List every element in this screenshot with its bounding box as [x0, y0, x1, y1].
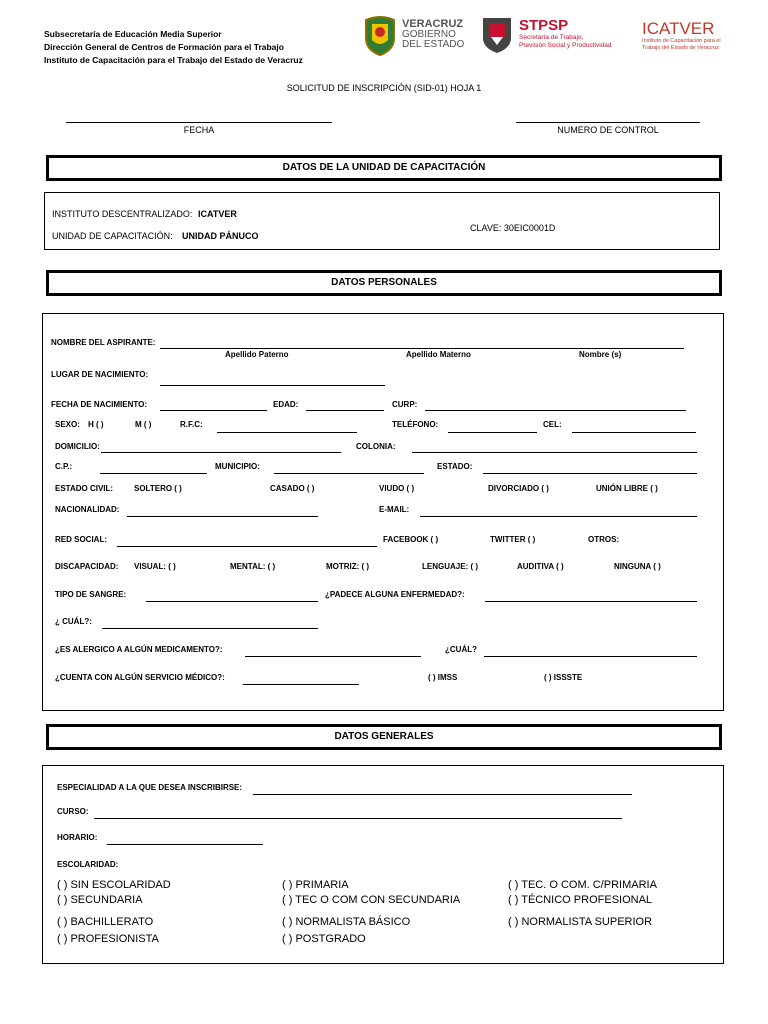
escolaridad-tec-primaria-option[interactable]: ( ) TEC. O COM. C/PRIMARIA: [508, 879, 657, 891]
enfermedad-line[interactable]: [485, 601, 697, 602]
fecha-label: FECHA: [183, 125, 215, 135]
escolaridad-secundaria-option[interactable]: ( ) SECUNDARIA: [57, 894, 143, 906]
servicio-line[interactable]: [243, 684, 359, 685]
horario-label: HORARIO:: [57, 833, 98, 842]
twitter-option[interactable]: TWITTER ( ): [490, 535, 536, 544]
sexo-h-option[interactable]: H ( ): [88, 420, 104, 429]
cel-line[interactable]: [572, 432, 696, 433]
escolaridad-label: ESCOLARIDAD:: [57, 860, 119, 869]
fecha-nac-label: FECHA DE NACIMIENTO:: [51, 400, 147, 409]
sangre-line[interactable]: [146, 601, 318, 602]
telefono-line[interactable]: [448, 432, 537, 433]
edad-label: EDAD:: [273, 400, 299, 409]
colonia-label: COLONIA:: [356, 442, 396, 451]
escolaridad-profesionista-option[interactable]: ( ) PROFESIONISTA: [57, 933, 159, 945]
veracruz-sub1: GOBIERNO: [402, 29, 456, 40]
municipio-label: MUNICIPIO:: [215, 462, 260, 471]
email-line[interactable]: [420, 516, 697, 517]
escolaridad-bachillerato-option[interactable]: ( ) BACHILLERATO: [57, 916, 154, 928]
visual-option[interactable]: VISUAL: ( ): [134, 562, 176, 571]
rfc-label: R.F.C:: [180, 420, 203, 429]
enfermedad-label: ¿PADECE ALGUNA ENFERMEDAD?:: [325, 590, 465, 599]
viudo-option[interactable]: VIUDO ( ): [379, 484, 415, 493]
estado-line[interactable]: [483, 473, 697, 474]
nacionalidad-line[interactable]: [127, 516, 318, 517]
nombre-label: NOMBRE DEL ASPIRANTE:: [51, 338, 156, 347]
stpsp-sub2: Previsión Social y Productividad: [519, 42, 612, 49]
nombre-line[interactable]: [160, 348, 684, 349]
domicilio-line[interactable]: [101, 452, 341, 453]
escolaridad-tec-secundaria-option[interactable]: ( ) TEC O COM CON SECUNDARIA: [282, 894, 461, 906]
ap-paterno-label: Apellido Paterno: [225, 350, 289, 359]
stpsp-name: STPSP: [519, 17, 569, 34]
unidad-box: [44, 192, 720, 250]
section-generales-header: DATOS GENERALES: [46, 724, 722, 750]
veracruz-name: VERACRUZ: [402, 18, 464, 30]
curso-line[interactable]: [94, 818, 622, 819]
estado-label: ESTADO:: [437, 462, 473, 471]
instituto-value: ICATVER: [198, 209, 237, 219]
red-social-line[interactable]: [117, 546, 377, 547]
ninguna-option[interactable]: NINGUNA ( ): [614, 562, 661, 571]
cel-label: CEL:: [543, 420, 562, 429]
instituto-label: INSTITUTO DESCENTRALIZADO:: [52, 209, 193, 219]
section-personales-header: DATOS PERSONALES: [46, 270, 722, 296]
fecha-nac-line[interactable]: [160, 410, 267, 411]
ap-materno-label: Apellido Materno: [406, 350, 471, 359]
header-line-1: Subsecretaría de Educación Media Superior: [44, 29, 222, 39]
escolaridad-primaria-option[interactable]: ( ) PRIMARIA: [282, 879, 349, 891]
unidad-label: UNIDAD DE CAPACITACIÓN:: [52, 231, 173, 241]
facebook-option[interactable]: FACEBOOK ( ): [383, 535, 439, 544]
divorciado-option[interactable]: DIVORCIADO ( ): [488, 484, 549, 493]
alergico-line[interactable]: [245, 656, 421, 657]
icatver-sub1: Instituto de Capacitación para el: [642, 38, 721, 44]
escolaridad-tecnico-profesional-option[interactable]: ( ) TÉCNICO PROFESIONAL: [508, 894, 653, 906]
lenguaje-option[interactable]: LENGUAJE: ( ): [422, 562, 478, 571]
soltero-option[interactable]: SOLTERO ( ): [134, 484, 182, 493]
section-unidad-header: DATOS DE LA UNIDAD DE CAPACITACIÓN: [46, 155, 722, 181]
veracruz-shield-icon: [362, 14, 398, 56]
cual2-line[interactable]: [484, 656, 697, 657]
colonia-line[interactable]: [412, 452, 697, 453]
icatver-sub2: Trabajo del Estado de Veracruz: [642, 45, 719, 51]
cp-label: C.P.:: [55, 462, 73, 471]
form-title: SOLICITUD DE INSCRIPCIÓN (SID-01) HOJA 1: [286, 83, 482, 93]
edad-line[interactable]: [306, 410, 384, 411]
servicio-label: ¿CUENTA CON ALGÚN SERVICIO MÉDICO?:: [55, 673, 225, 682]
cual1-label: ¿ CUÁL?:: [55, 617, 92, 626]
header-line-2: Dirección General de Centros de Formación para el Trabajo: [44, 42, 284, 52]
red-social-label: RED SOCIAL:: [55, 535, 107, 544]
curp-label: CURP:: [392, 400, 418, 409]
nacionalidad-label: NACIONALIDAD:: [55, 505, 120, 514]
escolaridad-sin-option[interactable]: ( ) SIN ESCOLARIDAD: [57, 879, 171, 891]
escolaridad-normalista-superior-option[interactable]: ( ) NORMALISTA SUPERIOR: [508, 916, 653, 928]
clave-text: CLAVE: 30EIC0001D: [470, 223, 556, 233]
issste-option[interactable]: ( ) ISSSTE: [544, 673, 583, 682]
estado-civil-label: ESTADO CIVIL:: [55, 484, 114, 493]
sangre-label: TIPO DE SANGRE:: [55, 590, 127, 599]
horario-line[interactable]: [107, 844, 263, 845]
union-libre-option[interactable]: UNIÓN LIBRE ( ): [596, 484, 658, 493]
unidad-value: UNIDAD PÁNUCO: [182, 231, 259, 241]
imss-option[interactable]: ( ) IMSS: [428, 673, 458, 682]
cual2-label: ¿CUÁL?: [445, 645, 477, 654]
escolaridad-postgrado-option[interactable]: ( ) POSTGRADO: [282, 933, 366, 945]
fecha-line[interactable]: [66, 122, 332, 123]
header-line-3: Instituto de Capacitación para el Trabajo del Estado de Veracruz: [44, 55, 303, 65]
veracruz-sub2: DEL ESTADO: [402, 39, 465, 50]
domicilio-label: DOMICILIO:: [55, 442, 100, 451]
otros-label: OTROS:: [588, 535, 620, 544]
escolaridad-normalista-basico-option[interactable]: ( ) NORMALISTA BÁSICO: [282, 916, 411, 928]
discapacidad-label: DISCAPACIDAD:: [55, 562, 119, 571]
control-label: NUMERO DE CONTROL: [557, 125, 659, 135]
municipio-line[interactable]: [274, 473, 424, 474]
stpsp-shield-icon: [480, 14, 514, 54]
sexo-m-option[interactable]: M ( ): [135, 420, 152, 429]
control-line[interactable]: [516, 122, 700, 123]
casado-option[interactable]: CASADO ( ): [270, 484, 315, 493]
telefono-label: TELÉFONO:: [392, 420, 439, 429]
email-label: E-MAIL:: [379, 505, 410, 514]
cp-line[interactable]: [100, 473, 207, 474]
especialidad-line[interactable]: [253, 794, 632, 795]
nombres-label: Nombre (s): [579, 350, 622, 359]
alergico-label: ¿ES ALERGICO A ALGÚN MEDICAMENTO?:: [55, 645, 223, 654]
curp-line[interactable]: [425, 410, 686, 411]
sexo-label: SEXO:: [55, 420, 80, 429]
auditiva-option[interactable]: AUDITIVA ( ): [517, 562, 564, 571]
mental-option[interactable]: MENTAL: ( ): [230, 562, 276, 571]
motriz-option[interactable]: MOTRIZ: ( ): [326, 562, 370, 571]
curso-label: CURSO:: [57, 807, 89, 816]
stpsp-sub1: Secretaría de Trabajo,: [519, 34, 584, 41]
icatver-name: ICATVER: [642, 19, 715, 38]
cual1-line[interactable]: [102, 628, 318, 629]
rfc-line[interactable]: [217, 432, 357, 433]
lugar-line[interactable]: [160, 385, 385, 386]
especialidad-label: ESPECIALIDAD A LA QUE DESEA INSCRIBIRSE:: [57, 783, 243, 792]
lugar-label: LUGAR DE NACIMIENTO:: [51, 370, 149, 379]
